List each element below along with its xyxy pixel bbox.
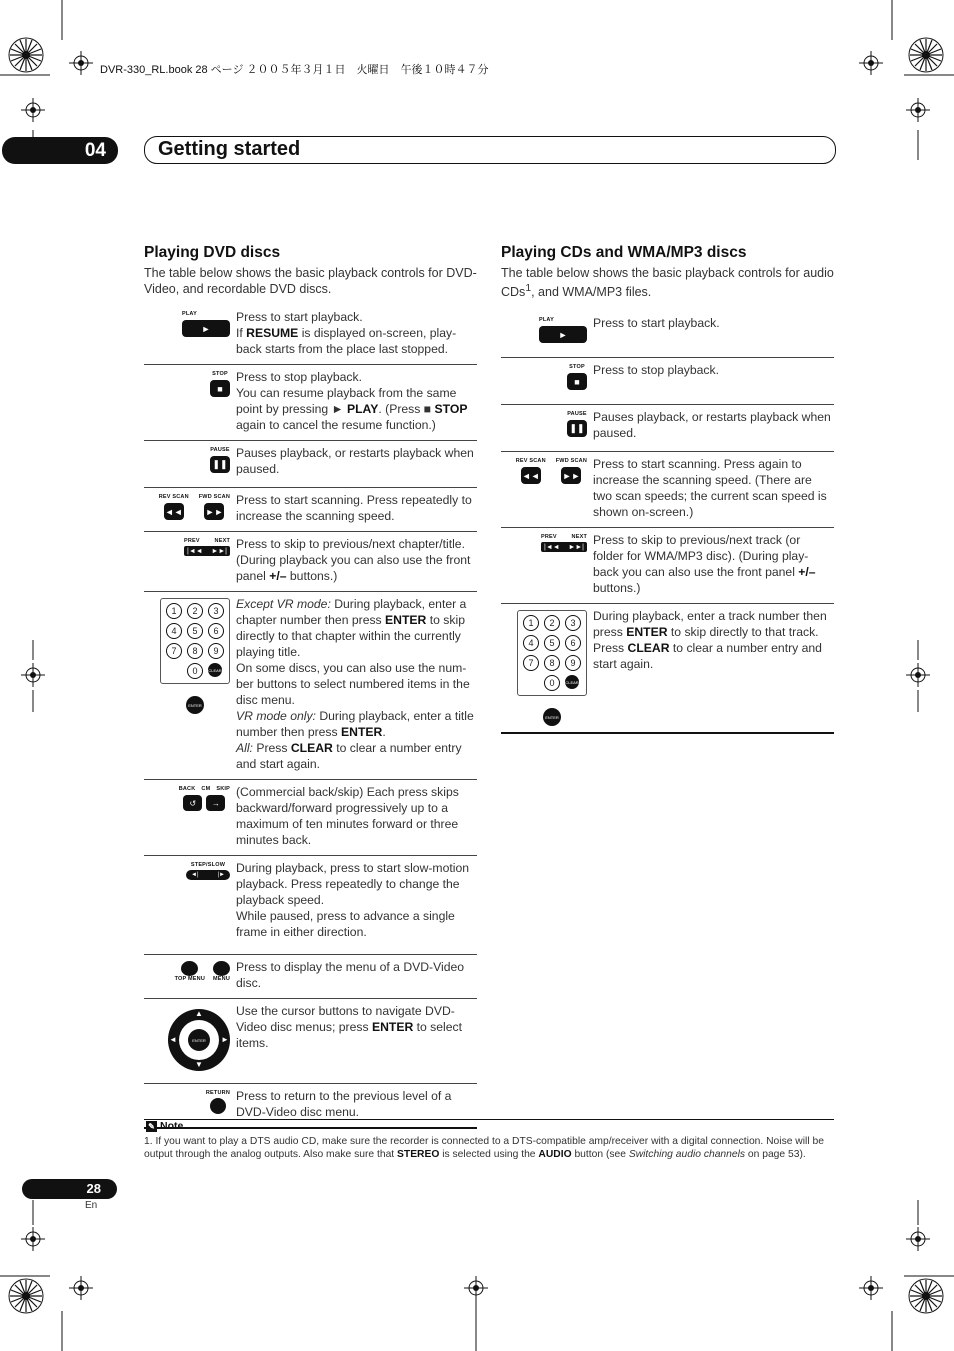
scan-buttons-icon — [501, 452, 593, 528]
control-row — [144, 856, 477, 955]
cursor-pad-icon — [144, 999, 236, 1084]
number-key[interactable]: 6 — [565, 635, 581, 651]
number-key[interactable]: 7 — [523, 655, 539, 671]
number-keypad-icon — [144, 592, 236, 780]
button-label: STOP — [212, 371, 228, 377]
number-key[interactable]: 0 — [187, 663, 203, 679]
enter-button[interactable]: ENTER — [543, 708, 561, 726]
control-description: Press to stop playback. You can resume playback from the same point by pressing ► PLAY. (Press ■ STOP again to cancel the resume function.) — [236, 365, 477, 441]
prev-next-buttons[interactable]: |◄◄ ►►| — [541, 542, 587, 552]
button-label: RETURN — [205, 1090, 230, 1096]
cd-controls-table — [501, 311, 834, 734]
number-key[interactable]: 3 — [565, 615, 581, 631]
note-text: 1. If you want to play a DTS audio CD, make sure the recorder is connected to a DTS-compatible amp/receiver with a digital connection. Noise will be output through the analog outputs. Also make sure that STEREO is selected using the AUDIO button (see Switching audio channels on page 53). — [144, 1136, 824, 1160]
control-description: Press to start scanning. Press repeatedly to increase the scanning speed. — [236, 488, 477, 532]
button-label: NEXT — [214, 538, 230, 544]
number-key[interactable]: 9 — [565, 655, 581, 671]
stop-button[interactable]: ■ — [210, 380, 230, 397]
arrow-up-icon: ▲ — [195, 1009, 203, 1018]
chapter-title: Getting started — [158, 138, 301, 160]
control-row — [144, 999, 477, 1084]
number-keypad — [517, 610, 587, 696]
button-label: REV SCAN — [515, 458, 546, 465]
clear-button[interactable]: CLEAR — [208, 663, 222, 677]
cm-back-skip-icon — [144, 780, 236, 856]
stop-button[interactable]: ■ — [567, 373, 587, 390]
menu-button[interactable] — [213, 961, 230, 976]
control-row — [144, 1084, 477, 1129]
control-description: During playback, enter a track number then press ENTER to skip directly to that track. Press CLEAR to clear a number entry and start again. — [593, 604, 834, 734]
number-key[interactable]: 4 — [166, 623, 182, 639]
button-label: FWD SCAN — [198, 494, 230, 500]
arrow-right-icon: ► — [221, 1035, 229, 1044]
number-key[interactable]: 6 — [208, 623, 224, 639]
button-label: CM — [201, 786, 211, 792]
control-row — [501, 405, 834, 452]
section-title-dvd: Playing DVD discs — [144, 244, 281, 261]
play-button[interactable]: ► — [539, 326, 587, 343]
fwd-scan-button[interactable]: ►► — [561, 467, 581, 484]
control-row — [144, 441, 477, 488]
page-language: En — [85, 1200, 98, 1211]
number-key[interactable]: 0 — [544, 675, 560, 691]
number-key[interactable]: 7 — [166, 643, 182, 659]
right-column — [501, 244, 834, 734]
note-title: ✎ Note — [146, 1120, 183, 1132]
section-intro-dvd: The table below shows the basic playback controls for DVD-Video, and recordable DVD discs. — [144, 266, 477, 296]
button-label: PREV — [184, 538, 200, 544]
control-row — [144, 532, 477, 592]
button-label: PAUSE — [567, 411, 587, 418]
control-row — [501, 604, 834, 734]
button-label: SKIP — [216, 786, 230, 792]
play-button[interactable]: ► — [182, 320, 230, 337]
number-key[interactable]: 1 — [166, 603, 182, 619]
number-keypad — [160, 598, 230, 684]
button-label: PLAY — [539, 317, 554, 324]
control-description: Press to start playback. — [593, 311, 834, 358]
dvd-controls-table — [144, 305, 477, 1129]
button-label: PLAY — [182, 311, 197, 317]
left-column — [144, 244, 477, 1129]
number-keypad-icon — [501, 604, 593, 734]
control-row — [144, 955, 477, 999]
control-row — [144, 488, 477, 532]
fwd-scan-button[interactable]: ►► — [204, 503, 224, 520]
top-menu-button[interactable] — [181, 961, 198, 976]
number-key[interactable]: 4 — [523, 635, 539, 651]
control-row — [144, 305, 477, 365]
skip-buttons-icon — [144, 532, 236, 592]
button-label: STEP/SLOW — [190, 862, 226, 868]
control-description: Press to stop playback. — [593, 358, 834, 405]
cursor-pad[interactable] — [168, 1009, 230, 1071]
crop-header: DVR-330_RL.book 28 ページ ２００５年３月１日 火曜日 午後１０時４７分 — [100, 64, 489, 76]
button-label: FWD SCAN — [555, 458, 587, 465]
control-description: Press to start scanning. Press again to increase the scanning speed. (There are two scan speeds; the current scan speed is shown on-screen.) — [593, 452, 834, 528]
button-label: NEXT — [571, 534, 587, 541]
number-key[interactable]: 5 — [187, 623, 203, 639]
button-label: REV SCAN — [158, 494, 189, 500]
cm-back-button[interactable]: ↺ — [183, 795, 202, 811]
control-description: Press to start playback. If RESUME is displayed on-screen, play-back starts from the place last stopped. — [236, 305, 477, 365]
stop-button-icon — [144, 365, 236, 441]
control-row — [144, 592, 477, 780]
pause-button-icon — [144, 441, 236, 488]
control-row — [144, 365, 477, 441]
button-label: BACK — [178, 786, 196, 792]
rev-scan-button[interactable]: ◄◄ — [521, 467, 541, 484]
button-label: PREV — [541, 534, 557, 541]
step-slow-icon — [144, 856, 236, 955]
number-key[interactable]: 3 — [208, 603, 224, 619]
control-row — [501, 311, 834, 358]
control-description: During playback, press to start slow-motion playback. Press repeatedly to change the playback speed. While paused, press to advance a single frame in either direction. — [236, 856, 477, 955]
control-description: Press to display the menu of a DVD-Video disc. — [236, 955, 477, 999]
menu-buttons-icon — [144, 955, 236, 999]
number-key[interactable]: 8 — [187, 643, 203, 659]
number-key[interactable]: 5 — [544, 635, 560, 651]
control-description: (Commercial back/skip) Each press skips backward/forward progressively up to a maximum of ten minutes forward or three minutes back. — [236, 780, 477, 856]
pause-button-icon — [501, 405, 593, 452]
control-description: Press to skip to previous/next chapter/title. (During playback you can also use the front panel +/– buttons.) — [236, 532, 477, 592]
control-row — [501, 452, 834, 528]
stop-button-icon — [501, 358, 593, 405]
number-key[interactable]: 1 — [523, 615, 539, 631]
play-button-icon — [501, 311, 593, 358]
prev-next-buttons[interactable]: |◄◄ ►►| — [184, 546, 230, 556]
play-button-icon — [144, 305, 236, 365]
rev-scan-button[interactable]: ◄◄ — [164, 503, 184, 520]
cm-skip-button[interactable]: → — [206, 795, 225, 811]
pause-button[interactable]: ❚❚ — [567, 420, 587, 437]
control-description: Use the cursor buttons to navigate DVD-Video disc menus; press ENTER to select items. — [236, 999, 477, 1084]
pause-button[interactable]: ❚❚ — [210, 456, 230, 473]
control-description: Press to return to the previous level of a DVD-Video disc menu. — [236, 1084, 477, 1129]
button-label: PAUSE — [210, 447, 230, 453]
control-description: Pauses playback, or restarts playback when paused. — [593, 405, 834, 452]
chapter-number: 04 — [2, 137, 118, 164]
return-button[interactable] — [210, 1098, 226, 1114]
control-row — [501, 528, 834, 604]
skip-buttons-icon — [501, 528, 593, 604]
enter-button[interactable]: ENTER — [186, 696, 204, 714]
button-label: STOP — [569, 364, 585, 371]
section-title-cd: Playing CDs and WMA/MP3 discs — [501, 244, 747, 261]
scan-buttons-icon — [144, 488, 236, 532]
enter-button[interactable]: ENTER — [188, 1029, 210, 1051]
control-description: Pauses playback, or restarts playback when paused. — [236, 441, 477, 488]
arrow-left-icon: ◄ — [169, 1035, 177, 1044]
control-description: Except VR mode: During playback, enter a chapter number then press ENTER to skip directly to that chapter within the currently playing title. On some discs, you can also use the num-ber buttons to select numbered items in the disc menu. VR mode only: During playback, enter a title number then press ENTER. All: Press CLEAR to clear a number entry and start again. — [236, 592, 477, 780]
clear-button[interactable]: CLEAR — [565, 675, 579, 689]
button-label: TOP MENU — [174, 976, 205, 982]
control-row — [501, 358, 834, 405]
control-row — [144, 780, 477, 856]
page-number: 28 — [22, 1179, 117, 1199]
number-key[interactable]: 9 — [208, 643, 224, 659]
control-description: Press to skip to previous/next track (or folder for WMA/MP3 disc). (During play-back you can also use the front panel +/– buttons.) — [593, 528, 834, 604]
button-label: MENU — [213, 976, 230, 982]
section-intro-cd: The table below shows the basic playback controls for audio CDs$^1$, and WMA/MP3 files. — [501, 266, 834, 300]
note-rule — [144, 1119, 834, 1120]
step-slow-button[interactable]: ◄| |► — [186, 870, 230, 880]
number-key[interactable]: 8 — [544, 655, 560, 671]
number-key[interactable]: 2 — [187, 603, 203, 619]
arrow-down-icon: ▼ — [195, 1060, 203, 1069]
number-key[interactable]: 2 — [544, 615, 560, 631]
note-icon: ✎ — [146, 1121, 157, 1132]
